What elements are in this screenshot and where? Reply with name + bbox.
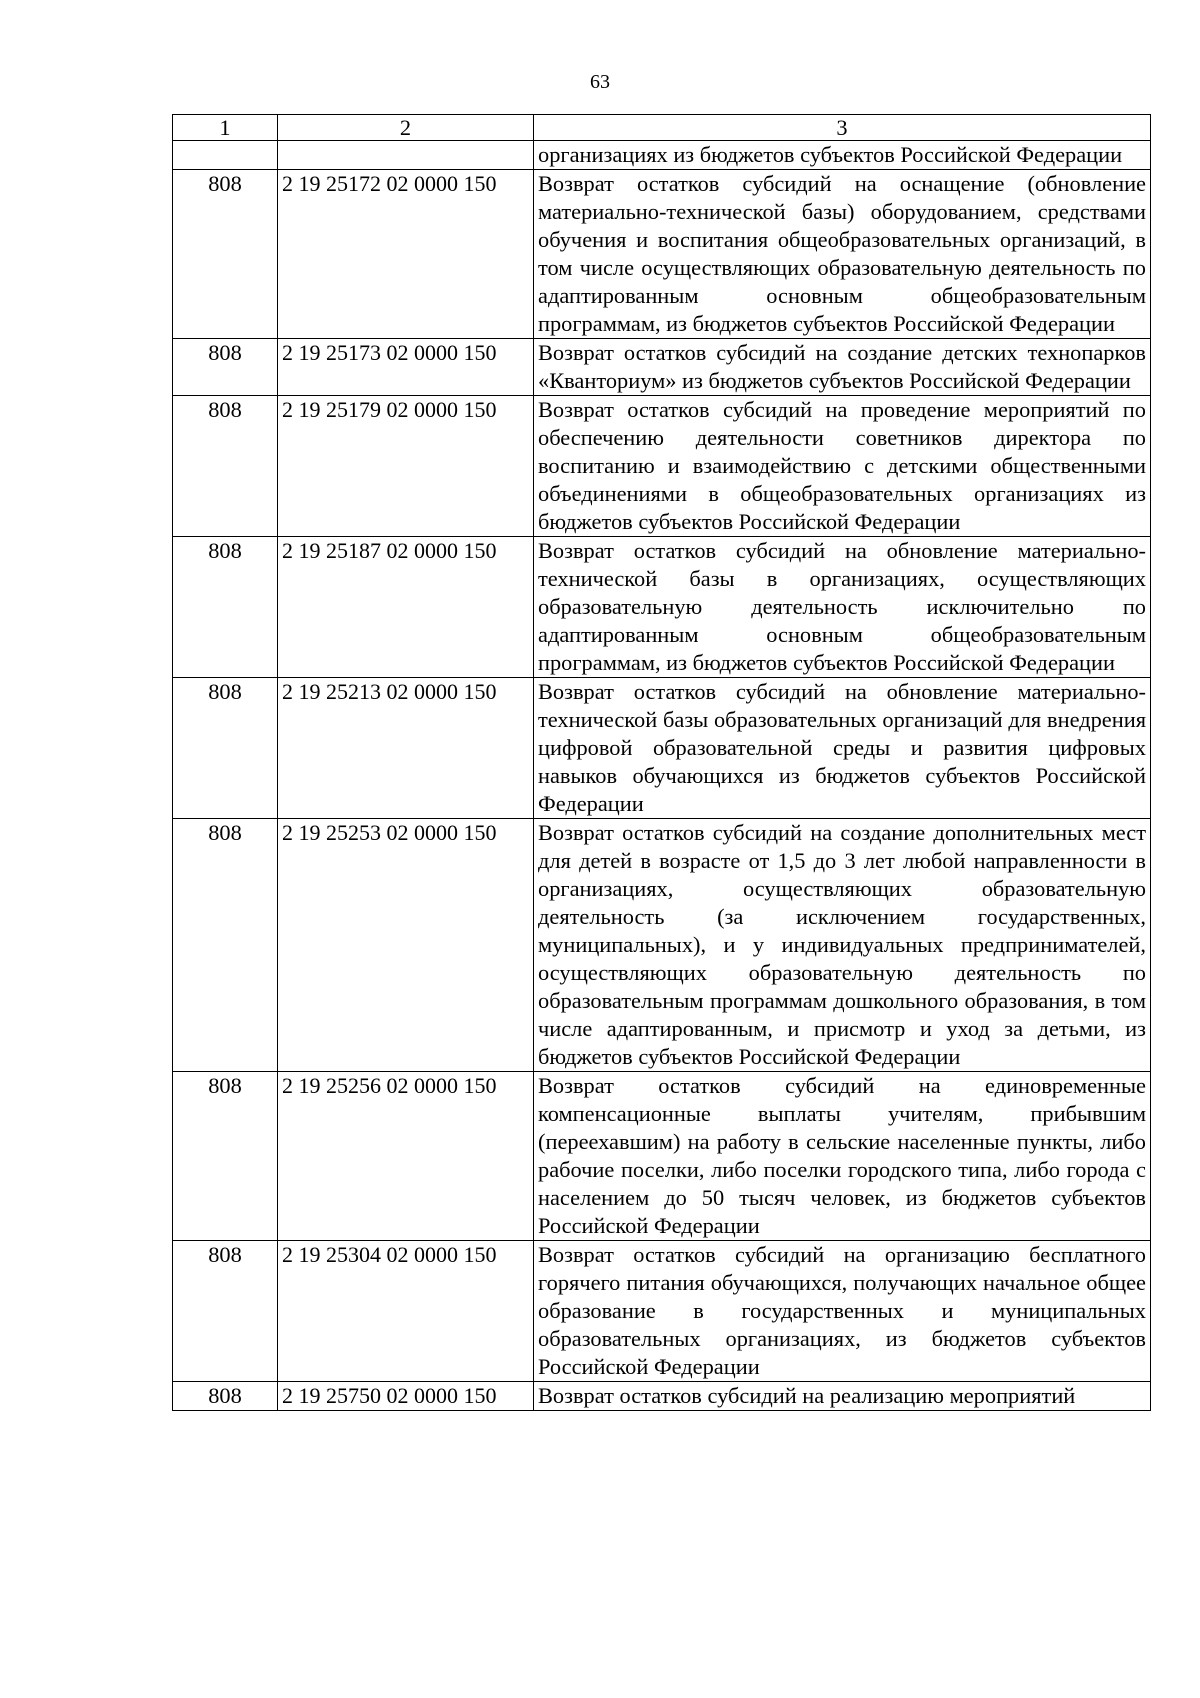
table-row [173, 396, 1151, 537]
budget-code-cell: 2 19 25253 02 0000 150 [278, 819, 534, 1072]
budget-code-cell: 2 19 25213 02 0000 150 [278, 678, 534, 819]
budget-code-cell: 2 19 25750 02 0000 150 [278, 1382, 534, 1411]
description-cell: Возврат остатков субсидий на создание детских технопарков «Кванториум» из бюджетов субъектов Российской Федерации [534, 339, 1151, 396]
table-row [173, 141, 1151, 170]
page-number: 63 [590, 71, 610, 93]
budget-code-cell: 2 19 25304 02 0000 150 [278, 1241, 534, 1382]
table-row [173, 170, 1151, 339]
description-cell: организациях из бюджетов субъектов Российской Федерации [534, 141, 1151, 170]
admin-code-cell: 808 [173, 339, 278, 396]
admin-code-cell [173, 141, 278, 170]
table-row [173, 678, 1151, 819]
budget-code-cell: 2 19 25256 02 0000 150 [278, 1072, 534, 1241]
description-cell: Возврат остатков субсидий на единовременные компенсационные выплаты учителям, прибывшим (переехавшим) на работу в сельские населенные пункты, либо рабочие поселки, либо поселки городского типа, либо города с населением до 50 тысяч человек, из бюджетов субъектов Российской Федерации [534, 1072, 1151, 1241]
admin-code-cell: 808 [173, 396, 278, 537]
description-cell: Возврат остатков субсидий на обновление материально-технической базы в организациях, осуществляющих образовательную деятельность исключительно по адаптированным основным общеобразовательным программам, из бюджетов субъектов Российской Федерации [534, 537, 1151, 678]
header-col-3: 3 [534, 115, 1151, 141]
budget-code-cell: 2 19 25179 02 0000 150 [278, 396, 534, 537]
header-col-1: 1 [173, 115, 278, 141]
admin-code-cell: 808 [173, 678, 278, 819]
admin-code-cell: 808 [173, 170, 278, 339]
header-row [173, 115, 1151, 141]
admin-code-cell: 808 [173, 537, 278, 678]
table-row [173, 819, 1151, 1072]
budget-code-cell: 2 19 25187 02 0000 150 [278, 537, 534, 678]
description-cell: Возврат остатков субсидий на организацию бесплатного горячего питания обучающихся, получающих начальное общее образование в государственных и муниципальных образовательных организациях, из бюджетов субъектов Российской Федерации [534, 1241, 1151, 1382]
description-cell: Возврат остатков субсидий на создание дополнительных мест для детей в возрасте от 1,5 до 3 лет любой направленности в организациях, осуществляющих образовательную деятельность (за исключением государственных, муниципальных), и у индивидуальных предпринимателей, осуществляющих образовательную деятельность по образовательным программам дошкольного образования, в том числе адаптированным, и присмотр и уход за детьми, из бюджетов субъектов Российской Федерации [534, 819, 1151, 1072]
admin-code-cell: 808 [173, 1072, 278, 1241]
table-row [173, 537, 1151, 678]
admin-code-cell: 808 [173, 1382, 278, 1411]
budget-code-cell: 2 19 25173 02 0000 150 [278, 339, 534, 396]
admin-code-cell: 808 [173, 819, 278, 1072]
table-row [173, 1241, 1151, 1382]
header-col-2: 2 [278, 115, 534, 141]
budget-code-cell [278, 141, 534, 170]
budget-code-cell: 2 19 25172 02 0000 150 [278, 170, 534, 339]
table-row [173, 339, 1151, 396]
description-cell: Возврат остатков субсидий на оснащение (обновление материально-технической базы) оборудованием, средствами обучения и воспитания общеобразовательных организаций, в том числе осуществляющих образовательную деятельность по адаптированным основным общеобразовательным программам, из бюджетов субъектов Российской Федерации [534, 170, 1151, 339]
description-cell: Возврат остатков субсидий на проведение мероприятий по обеспечению деятельности советников директора по воспитанию и взаимодействию с детскими общественными объединениями в общеобразовательных организациях из бюджетов субъектов Российской Федерации [534, 396, 1151, 537]
budget-classification-table [172, 114, 1151, 1411]
description-cell: Возврат остатков субсидий на реализацию мероприятий [534, 1382, 1151, 1411]
admin-code-cell: 808 [173, 1241, 278, 1382]
table-row [173, 1382, 1151, 1411]
table-row [173, 1072, 1151, 1241]
description-cell: Возврат остатков субсидий на обновление материально-технической базы образовательных организаций для внедрения цифровой образовательной среды и развития цифровых навыков обучающихся из бюджетов субъектов Российской Федерации [534, 678, 1151, 819]
